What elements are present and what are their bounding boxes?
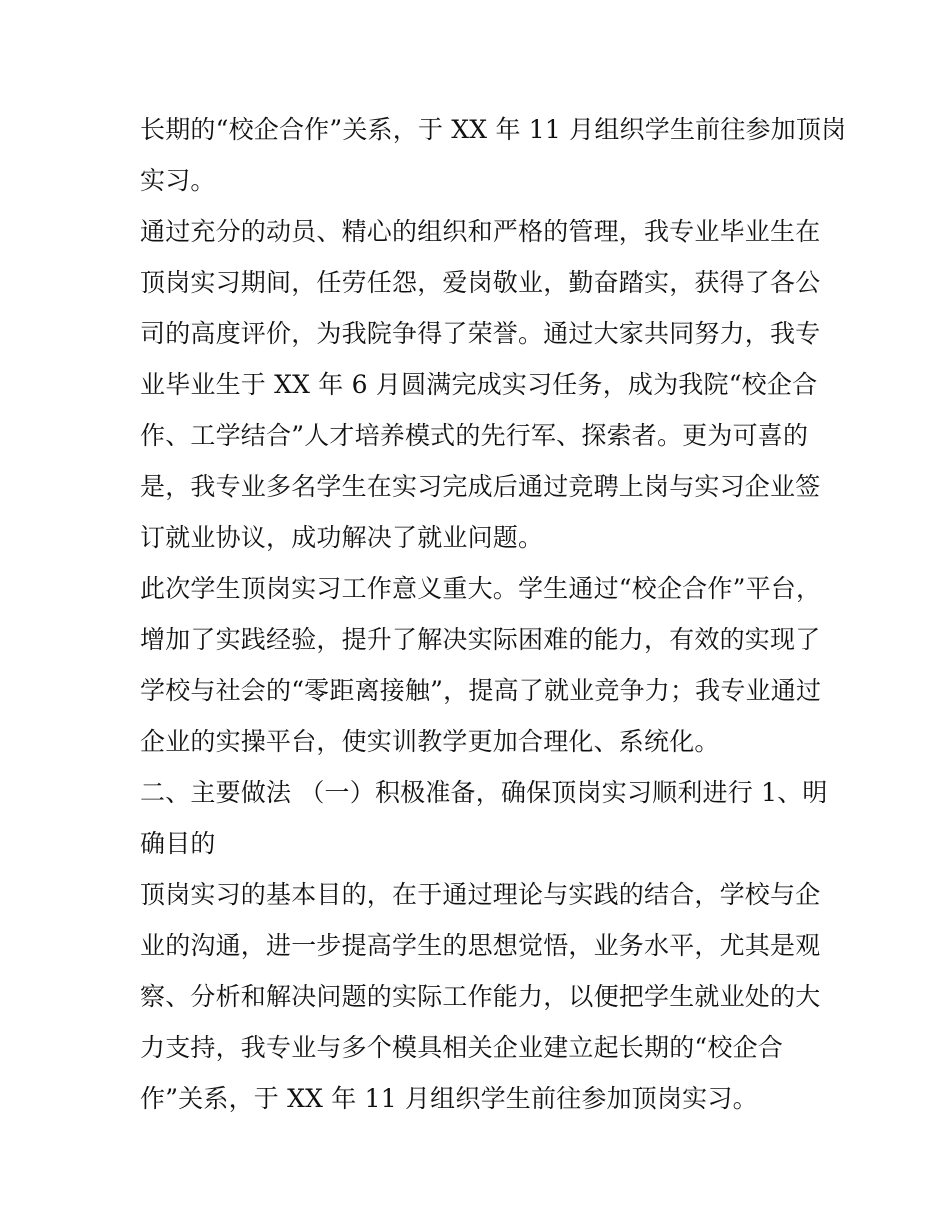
section-heading: 确目的 xyxy=(140,829,216,858)
text-line: 业毕业生于 XX 年 6 月圆满完成实习任务，成为我院“校企合 xyxy=(140,370,818,399)
text-line: 长期的“校企合作”关系，于 XX 年 11 月组织学生前往参加顶岗 xyxy=(140,115,847,144)
text-line: 企业的实操平台，使实训教学更加合理化、系统化。 xyxy=(140,727,720,756)
text-line: 订就业协议，成功解决了就业问题。 xyxy=(140,523,544,552)
text-line: 力支持，我专业与多个模具相关企业建立起长期的“校企合 xyxy=(140,1033,783,1062)
text-line: 是，我专业多名学生在实习完成后通过竞聘上岗与实习企业签 xyxy=(140,472,821,501)
text-line: 学校与社会的“零距离接触”，提高了就业竞争力；我专业通过 xyxy=(140,676,822,705)
text-line: 作、工学结合”人才培养模式的先行军、探索者。更为可喜的 xyxy=(140,421,809,450)
section-heading: 二、主要做法 （一）积极准备，确保顶岗实习顺利进行 1、明 xyxy=(140,778,828,807)
text-line: 通过充分的动员、精心的组织和严格的管理，我专业毕业生在 xyxy=(140,217,821,246)
text-line: 顶岗实习期间，任劳任怨，爱岗敬业，勤奋踏实，获得了各公 xyxy=(140,268,821,297)
text-line: 察、分析和解决问题的实际工作能力，以便把学生就业处的大 xyxy=(140,982,821,1011)
text-line: 实习。 xyxy=(140,166,216,195)
text-line: 顶岗实习的基本目的，在于通过理论与实践的结合，学校与企 xyxy=(140,880,821,909)
text-line: 司的高度评价，为我院争得了荣誉。通过大家共同努力，我专 xyxy=(140,319,821,348)
text-line: 业的沟通，进一步提高学生的思想觉悟，业务水平，尤其是观 xyxy=(140,931,821,960)
text-line: 增加了实践经验，提升了解决实际困难的能力，有效的实现了 xyxy=(140,625,821,654)
text-line: 此次学生顶岗实习工作意义重大。学生通过“校企合作”平台， xyxy=(140,574,822,603)
text-line: 作”关系，于 XX 年 11 月组织学生前往参加顶岗实习。 xyxy=(140,1084,758,1113)
